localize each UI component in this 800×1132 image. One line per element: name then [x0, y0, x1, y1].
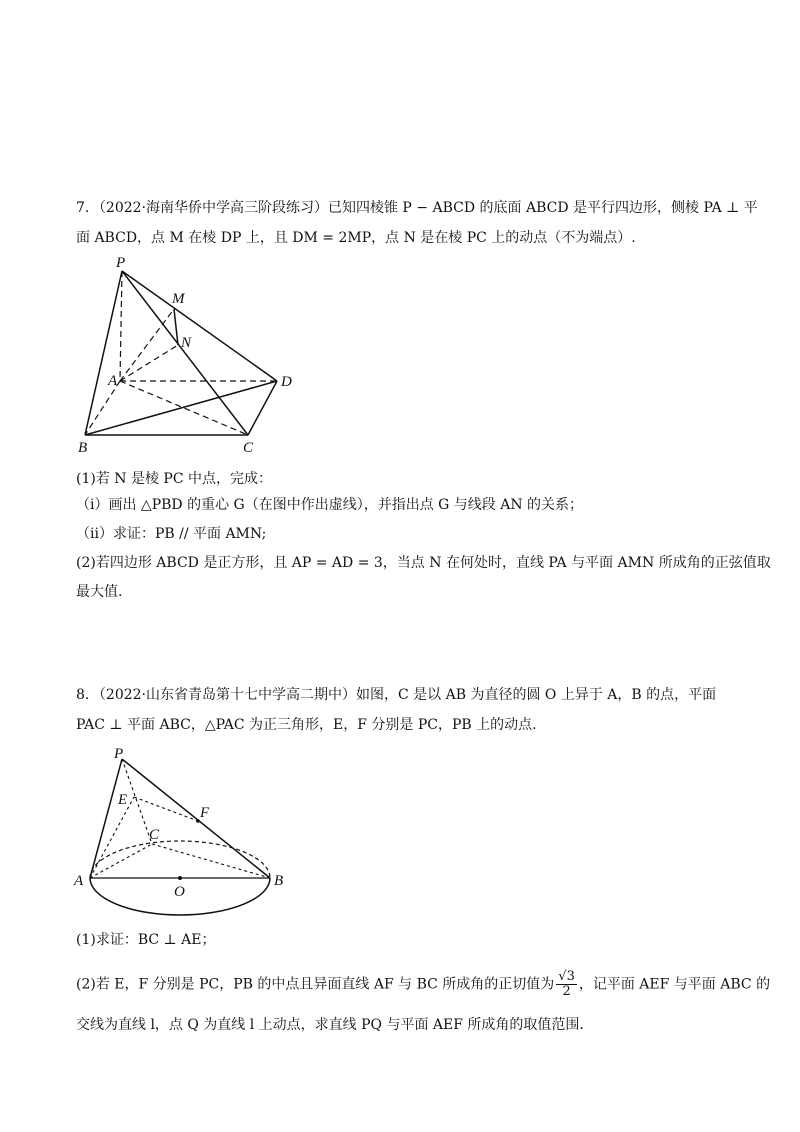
q8-part2-line1 — [76, 970, 770, 999]
label-B: B — [274, 873, 284, 889]
fraction-numerator: √3 — [558, 969, 575, 984]
diag-AC — [120, 381, 248, 435]
q8-part1: (1)求证：BC ⊥ AE； — [76, 932, 216, 948]
q7-stem-line2: 面 ABCD，点 M 在棱 DP 上，且 DM = 2MP，点 N 是在棱 PC 上的动点（不为端点）. — [76, 230, 636, 246]
label-A: A — [74, 873, 84, 889]
label-P: P — [114, 746, 124, 762]
segment-AM — [120, 309, 174, 381]
ellipse-back — [90, 841, 270, 878]
q7-part2-line1: (2)若四边形 ABCD 是正方形，且 AP = AD = 3，当点 N 在何处时，直线 PA 与平面 AMN 所成角的正弦值取 — [76, 555, 771, 571]
q8-stem-line1: 8．（2022·山东省青岛第十七中学高二期中）如图，C 是以 AB 为直径的圆 O 上异于 A，B 的点，平面 — [76, 687, 717, 703]
edge-PA — [120, 271, 122, 381]
label-C: C — [149, 827, 160, 843]
label-N: N — [181, 335, 192, 351]
label-B: B — [78, 440, 88, 456]
q7-part2-line2: 最大值. — [76, 584, 123, 600]
edge-PA — [90, 759, 122, 878]
q7-part1: (1)若 N 是棱 PC 中点，完成： — [76, 471, 273, 487]
q8-part2-line2: 交线为直线 l，点 Q 为直线 l 上动点，求直线 PQ 与平面 AEF 所成角的取值范围. — [76, 1017, 584, 1033]
edge-PD — [122, 271, 277, 381]
q7-pyramid-figure — [70, 252, 310, 457]
label-O: O — [174, 884, 185, 900]
q7-part1-i: （i）画出 △PBD 的重心 G（在图中作出虚线），并指出点 G 与线段 AN 的关系； — [76, 497, 584, 513]
q8-stem-line2: PAC ⊥ 平面 ABC，△PAC 为正三角形，E，F 分别是 PC，PB 上的动点. — [76, 717, 537, 733]
edge-PB — [85, 271, 122, 435]
edge-CD — [248, 381, 277, 435]
q8-part2-text-b: ，记平面 AEF 与平面 ABC 的 — [578, 976, 771, 993]
label-F: F — [200, 805, 210, 821]
q8-part2-text-a: (2)若 E，F 分别是 PC，PB 的中点且异面直线 AF 与 BC 所成角的正切值为 — [76, 976, 555, 993]
label-E: E — [118, 792, 128, 808]
label-M: M — [172, 291, 185, 307]
q7-part1-ii: （ii）求证：PB // 平面 AMN; — [76, 526, 267, 542]
fraction-sqrt3-over-2 — [556, 970, 577, 999]
label-C: C — [243, 440, 254, 456]
edge-PB — [122, 759, 270, 878]
segment-EF — [134, 797, 198, 821]
label-A: A — [108, 373, 118, 389]
segment-AN — [120, 345, 178, 381]
edge-BC — [152, 844, 270, 878]
fraction-denominator: 2 — [562, 984, 571, 999]
label-D: D — [281, 374, 292, 390]
edge-BD — [85, 381, 277, 435]
label-P: P — [116, 255, 126, 271]
q7-stem-line1: 7．（2022·海南华侨中学高三阶段练习）已知四棱锥 P − ABCD 的底面 ABCD 是平行四边形，侧棱 PA ⊥ 平 — [76, 200, 758, 216]
q8-cone-figure — [70, 745, 300, 925]
center-O — [178, 876, 182, 880]
